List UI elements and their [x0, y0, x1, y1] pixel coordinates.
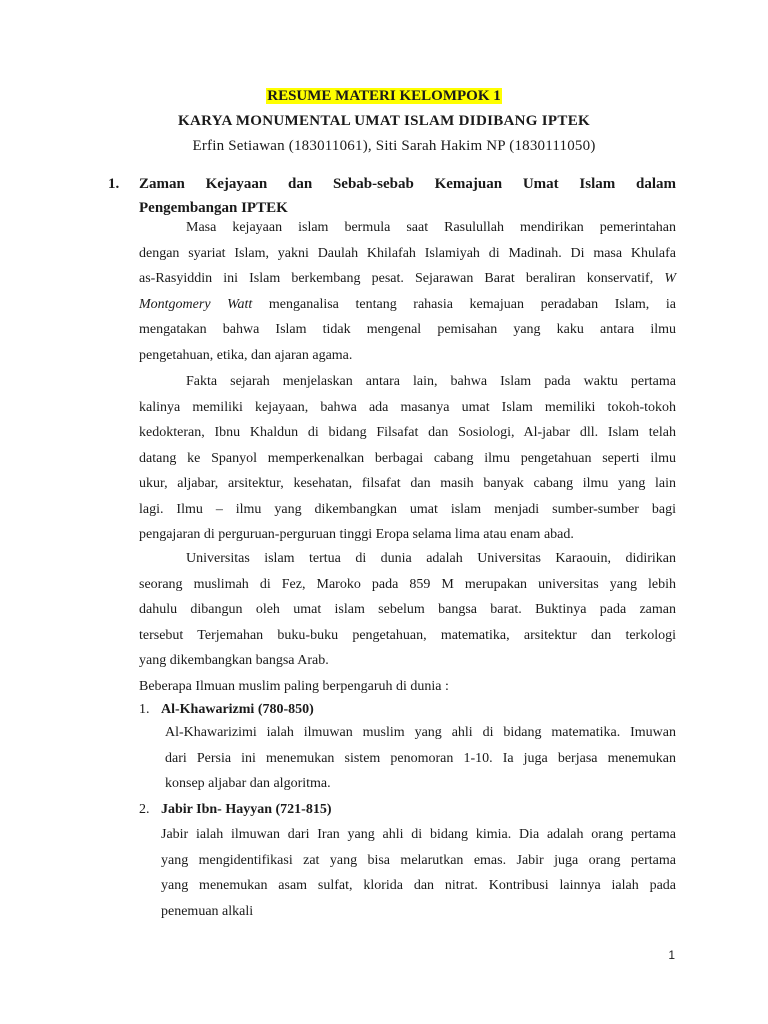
paragraph-line — [139, 266, 676, 292]
paragraph-line: kedokteran, Ibnu Khaldun di bidang Filsafat dan Sosiologi, Al-jabar dll. Islam telah — [139, 425, 676, 440]
paragraph-line: pengajaran di perguruan-perguruan tinggi Eropa selama lima atau enam abad. — [139, 527, 574, 542]
list-number: 1. — [139, 702, 150, 717]
list-item — [139, 697, 676, 722]
heading-line: Pengembangan IPTEK — [139, 200, 288, 216]
paragraph-line: ukur, aljabar, arsitektur, kesehatan, filsafat dan masih banyak cabang ilmu yang lain — [139, 476, 676, 491]
paragraph-2 — [139, 369, 676, 548]
paragraph-1 — [139, 215, 676, 368]
section-number: 1. — [108, 176, 120, 192]
paragraph-line: yang menemukan asam sulfat, klorida dan nitrat. Kontribusi lainnya ialah pada — [161, 878, 676, 893]
page-number: 1 — [668, 948, 675, 962]
scientist-description — [161, 822, 676, 924]
list-item — [139, 797, 676, 822]
paragraph-line: seorang muslimah di Fez, Maroko pada 859 M merupakan universitas yang lebih — [139, 576, 676, 592]
paragraph-line: yang mengidentifikasi zat yang bisa melarutkan emas. Jabir juga orang pertama — [161, 852, 676, 868]
heading-line: Zaman Kejayaan dan Sebab-sebab Kemajuan Umat Islam dalam — [139, 176, 676, 192]
title-highlight: RESUME MATERI KELOMPOK 1 — [267, 88, 501, 104]
document-authors: Erfin Setiawan (183011061), Siti Sarah Hakim NP (1830111050) — [192, 138, 596, 154]
scientist-name: Al-Khawarizmi (780-850) — [161, 702, 314, 717]
paragraph-line: lagi. Ilmu – ilmu yang dikembangkan umat islam menjadi sumber-sumber bagi — [139, 501, 676, 517]
paragraph-line: dahulu dibangun oleh umat islam sebelum bangsa barat. Buktinya pada zaman — [139, 602, 676, 617]
paragraph-line: mengatakan bahwa Islam tidak mengenal pemisahan yang kaku antara ilmu — [139, 322, 676, 337]
paragraph-line — [139, 292, 676, 318]
paragraph-line: kalinya memiliki kejayaan, bahwa ada masanya umat Islam memiliki tokoh-tokoh — [139, 399, 676, 415]
paragraph-line: Beberapa Ilmuan muslim paling berpengaruh di dunia : — [139, 678, 449, 694]
paragraph-text: as-Rasyiddin ini Islam berkembang pesat. Sejarawan Barat beraliran konservatif, — [139, 271, 654, 286]
paragraph-text: menganalisa tentang rahasia kemajuan peradaban Islam, ia — [268, 296, 677, 312]
paragraph-line: Al-Khawarizimi ialah ilmuwan muslim yang ahli di bidang matematika. Imuwan — [165, 725, 676, 740]
paragraph-italic-text: W — [664, 271, 677, 286]
paragraph-line: datang ke Spanyol memperkenalkan berbagai cabang ilmu pengetahuan seperti ilmu — [139, 450, 676, 466]
paragraph-line: Universitas islam tertua di dunia adalah Universitas Karaouin, didirikan — [186, 551, 676, 566]
document-subtitle: KARYA MONUMENTAL UMAT ISLAM DIDIBANG IPTEK — [178, 113, 590, 129]
paragraph-line: Jabir ialah ilmuwan dari Iran yang ahli di bidang kimia. Dia adalah orang pertama — [161, 827, 676, 842]
paragraph-line: Masa kejayaan islam bermula saat Rasulullah mendirikan pemerintahan — [186, 220, 676, 235]
scientist-list — [139, 797, 676, 919]
document-title — [0, 86, 768, 106]
scientist-name: Jabir Ibn- Hayyan (721-815) — [161, 802, 332, 817]
paragraph-line: yang dikembangkan bangsa Arab. — [139, 653, 329, 668]
paragraph-italic-text: Montgomery Watt — [139, 296, 253, 312]
paragraph-line: dengan syariat Islam, yakni Daulah Khilafah Islamiyah di Madinah. Di masa Khulafa — [139, 245, 676, 261]
scientist-list — [139, 697, 676, 791]
paragraph-line: Fakta sejarah menjelaskan antara lain, bahwa Islam pada waktu pertama — [186, 374, 676, 389]
paragraph-3 — [139, 546, 676, 699]
paragraph-line: konsep aljabar dan algoritma. — [165, 776, 331, 791]
paragraph-line: dari Persia ini menemukan sistem penomoran 1-10. Ia juga berjasa menemukan — [165, 750, 676, 766]
paragraph-line: pengetahuan, etika, dan ajaran agama. — [139, 347, 353, 363]
paragraph-line: tersebut Terjemahan buku-buku pengetahuan, matematika, arsitektur dan terkologi — [139, 627, 676, 643]
section-heading-text — [139, 172, 676, 220]
scientist-description — [165, 720, 676, 797]
paragraph-line: penemuan alkali — [161, 903, 254, 919]
list-number: 2. — [139, 802, 150, 817]
